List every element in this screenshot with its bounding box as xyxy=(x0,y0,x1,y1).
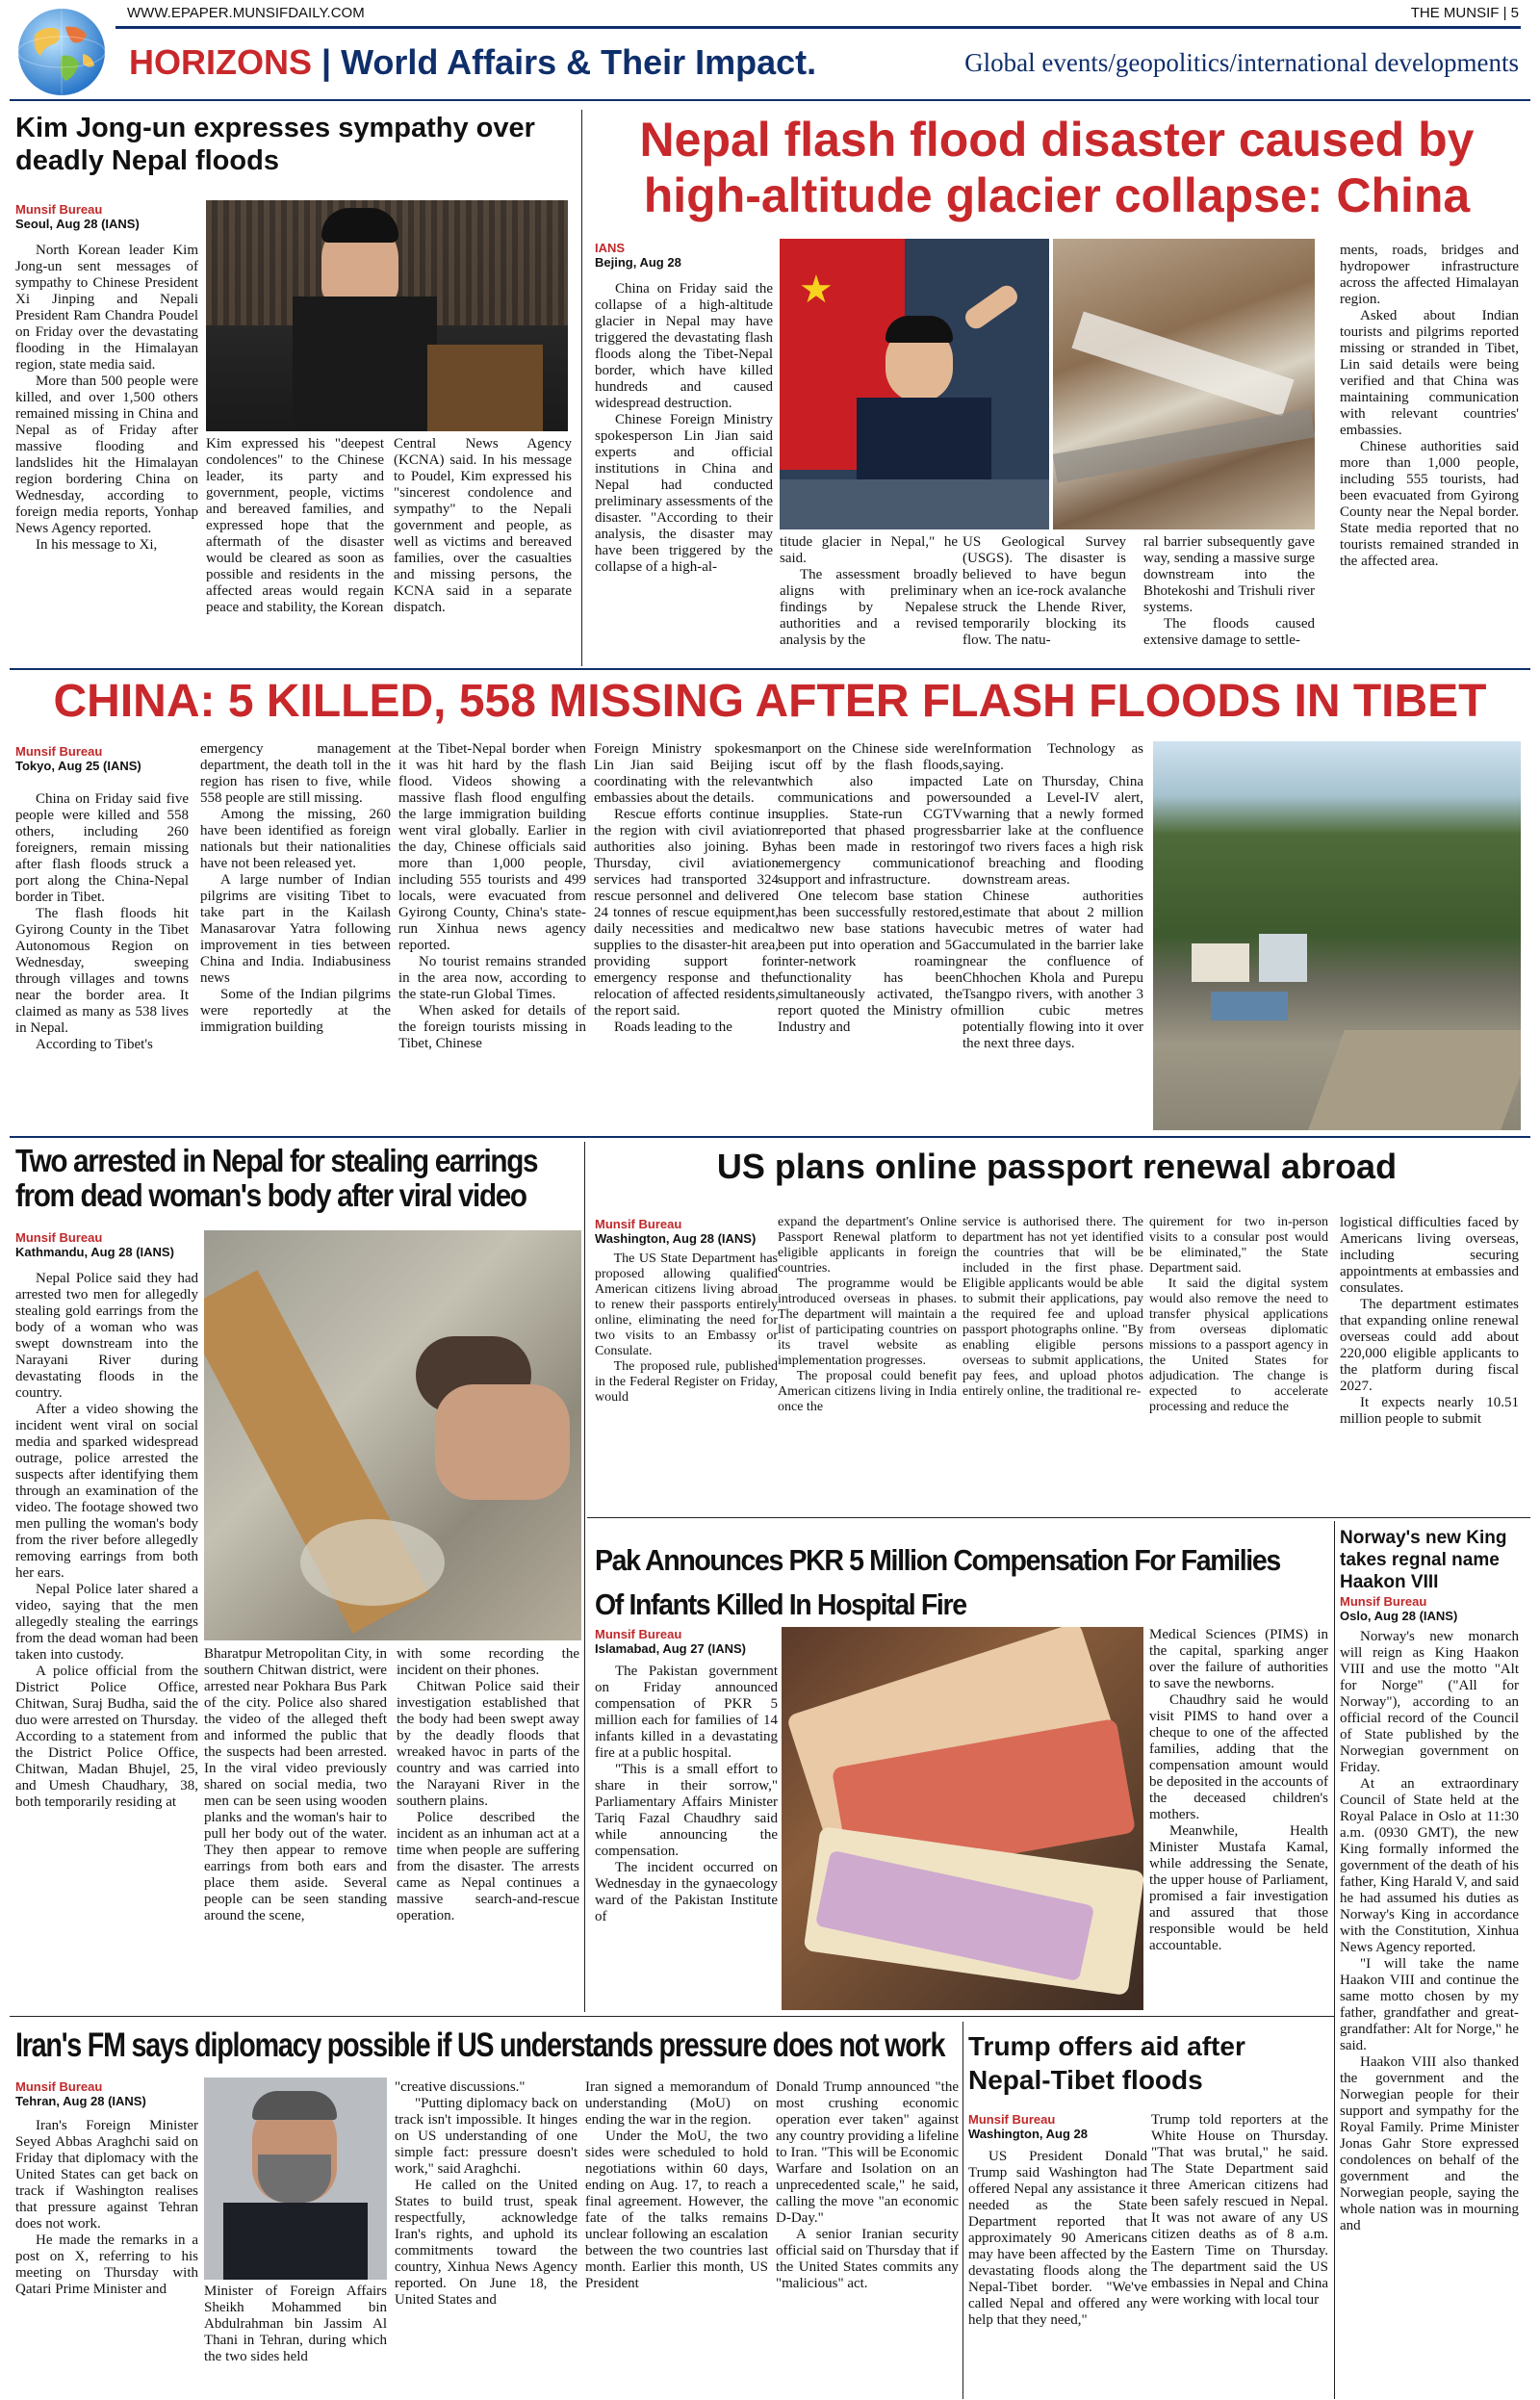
earrings-col-1: Nepal Police said they had arrested two men for allegedly stealing gold earrings from the body of a woman who was swept downstream into the Narayani River during devastating floods in the country. After a video showing the incident went viral on social media and sparked widespread outrage, police arrested the suspects after identifying them through an examination of the video. The footage showed two men pulling the woman's body from the river before allegedly removing earrings from both her ears. Nepal Police later shared a video, saying that the men allegedly stealing the earrings from the dead woman had been taken into custody. A police official from the District Police Office, Chitwan, Suraj Budha, said the duo were arrested on Thursday. According to a statement from the District Police Office, Chitwan, Madan Bhujel, 25, and Umesh Chaudhary, 38, both temporarily residing at xyxy=(15,1271,198,1810)
trump-col-2: Trump told reporters at the White House on Thursday. "That was brutal," he said. The State Department said three American citizens had been safely rescued in Nepal. It was not aware of any US citizen deaths as of 8 a.m. Eastern Time on Thursday. The department said the US embassies in Nepal and China were working with local tour xyxy=(1151,2112,1328,2308)
glacier-col-1: China on Friday said the collapse of a high-altitude glacier in Nepal may have triggered the devastating flash floods along the Tibet-Nepal border, which have killed hundreds and caused widespread destruction. Chinese Foreign Ministry spokesperson Lin Jian said experts and official institutions in China and Nepal had conducted preliminary assessments of the disaster. "According to their analysis, the disaster may have been triggered by the collapse of a high-al- xyxy=(595,281,773,575)
trump-headline: Trump offers aid after Nepal-Tibet floods xyxy=(968,2031,1245,2095)
section-tagline: Global events/geopolitics/international developments xyxy=(964,48,1519,77)
iran-minister-photo xyxy=(204,2077,387,2280)
glacier-col-4: ral barrier subsequently gave way, sending a massive surge downstream into the Bhotekoshi and Trishuli river systems. The floods caused extensive damage to settle- xyxy=(1143,534,1315,648)
kim-col-2: Kim expressed his "deepest condolences" to the Chinese leader, its party and government, people, victims and bereaved families, and expressed hope that the aftermath of the disaster would be cleared as soon as possible and residents in the affected areas would regain peace and stability, the Korean xyxy=(206,436,384,615)
earrings-col-2: Bharatpur Metropolitan City, in southern Chitwan district, were arrested near Pokhara Bus Park of the city. Police also shared the video of the alleged theft and informed the public that the suspects had been arrested. In the viral video previously shared on social media, two men can be seen using wooden planks and the woman's hair to pull her body out of the water. They then appear to remove earrings from both ears and place them aside. Several people can be seen standing around the scene, xyxy=(204,1646,387,1923)
tibet-bureau: Munsif Bureau xyxy=(15,744,103,759)
glacier-headline: Nepal flash flood disaster caused by high-altitude glacier collapse: China xyxy=(639,113,1475,222)
tibet-flood-photo xyxy=(1153,741,1521,1130)
kim-col-1: North Korean leader Kim Jong-un sent messages of sympathy to Chinese President Xi Jinping and Nepali President Ram Chandra Poudel on Friday over the devastating flooding in the Himalayan region, state media said. More than 500 people were killed, and over 1,500 others remained missing in China and Nepal as of Friday after massive flooding and landslides hit the Himalayan region bordering China on Wednesday, according to foreign media reports, Yonhap News Agency reported. In his message to Xi, xyxy=(15,243,198,553)
page-number: THE MUNSIF | 5 xyxy=(1410,5,1519,21)
passport-col-2: expand the department's Online Passport Renewal platform to eligible applicants in foreign countries. The programme would be introduced overseas in phases. The department will maintain a list of participating countries on its travel website as implementation progresses. The proposal could benefit American citizens living in India once the xyxy=(778,1215,957,1414)
passport-headline: US plans online passport renewal abroad xyxy=(716,1147,1398,1186)
divider xyxy=(587,1517,1530,1518)
earrings-dateline: Kathmandu, Aug 28 (IANS) xyxy=(15,1245,174,1259)
trump-col-1: US President Donald Trump said Washington had offered Nepal any assistance it needed as the State Department reported that approximately 90 Americans may have been affected by the devastating floods along the Nepal-Tibet border. "We've called Nepal and offered any help that they need," xyxy=(968,2149,1147,2328)
kim-dateline: Seoul, Aug 28 (IANS) xyxy=(15,217,140,231)
passport-dateline: Washington, Aug 28 (IANS) xyxy=(595,1231,757,1246)
divider xyxy=(1334,1521,1335,2399)
divider xyxy=(962,2022,963,2399)
earrings-headline: Two arrested in Nepal for stealing earrings from dead woman's body after viral video xyxy=(15,1143,538,1213)
masthead-bottom-rule xyxy=(10,99,1530,101)
divider xyxy=(10,2016,1334,2017)
trump-byline xyxy=(968,2112,1149,2141)
kim-photo xyxy=(206,200,568,431)
masthead xyxy=(0,0,1540,101)
earrings-byline xyxy=(15,1230,198,1259)
glacier-byline xyxy=(595,241,773,270)
pak-col-2: Medical Sciences (PIMS) in the capital, sparking anger over the failure of authorities to save the newborns. Chaudhry said he would visit PIMS to hand over a cheque to one of the affected families, adding that the compensation amount would be deposited in the accounts of the deceased children's mothers. Meanwhile, Health Minister Mustafa Kamal, while addressing the Senate, the upper house of Parliament, promised a fair investigation and assured that those responsible would be held accountable. xyxy=(1149,1627,1328,1953)
pak-bureau: Munsif Bureau xyxy=(595,1627,682,1641)
tibet-col-2: emergency management department, the death toll in the region has risen to five, while 558 people are still missing. Among the missing, 260 have been identified as foreign nationals but their nationalities have not been released yet. A large number of Indian pilgrims are visiting Tibet to take part in the Kailash Manasarovar Yatra following improvement in ties between China and India. Indiabusiness news Some of the Indian pilgrims were reportedly at the immigration building xyxy=(200,741,391,1035)
iran-col-1: Iran's Foreign Minister Seyed Abbas Araghchi said on Friday that diplomacy with the United States can get back on track if Washington realises that pressure against Tehran does not work. He made the remarks in a post on X, referring to his meeting on Thursday with Qatari Prime Minister and xyxy=(15,2118,198,2297)
section-name: HORIZONS xyxy=(129,42,313,82)
trump-dateline: Washington, Aug 28 xyxy=(968,2127,1088,2141)
passport-col-3: service is authorised there. The department has not yet identified the countries that will be included in the first phase. Eligible applicants would be able to submit their applications, pay the required fee and upload passport photographs online. "By enabling eligible persons overseas to submit applications, pay fees, and upload photos entirely online, the traditional re- xyxy=(962,1215,1143,1399)
iran-col-5: Donald Trump announced "the most crushing economic operation ever taken" against any country providing a lifeline to Iran. "This will be Economic Warfare and Isolation on an unprecedented scale," he said, calling the move "an economic D-Day." A senior Iranian security official said on Thursday that if the United States commits any "malicious" act. xyxy=(776,2079,959,2291)
passport-byline xyxy=(595,1217,778,1246)
passport-col-5: logistical difficulties faced by Americans living overseas, including securing appointments at embassies and consulates. The department estimates that expanding online renewal overseas could add about 220,000 eligible applicants to the platform during fiscal 2027. It expects nearly 10.51 million people to submit xyxy=(1340,1215,1519,1427)
iran-bureau: Munsif Bureau xyxy=(15,2079,103,2094)
section-title xyxy=(129,42,816,83)
passport-bureau: Munsif Bureau xyxy=(595,1217,682,1231)
norway-dateline: Oslo, Aug 28 (IANS) xyxy=(1340,1609,1458,1623)
iran-byline xyxy=(15,2079,198,2108)
earrings-bureau: Munsif Bureau xyxy=(15,1230,103,1245)
pak-byline xyxy=(595,1627,778,1656)
masthead-rule xyxy=(116,26,1521,29)
kim-byline xyxy=(15,202,198,231)
tibet-headline: CHINA: 5 KILLED, 558 MISSING AFTER FLASH FLOODS IN TIBET xyxy=(53,676,1487,727)
divider xyxy=(581,110,582,666)
divider xyxy=(10,668,1530,670)
norway-col-1: Norway's new monarch will reign as King Haakon VIII and use the motto "Alt for Norge" ("All for Norway"), according to an official record of the Council of State published by the Norwegian government on Friday. At an extraordinary Council of State held at the Royal Palace in Oslo at 11:30 a.m. (0930 GMT), the new King formally informed the government of the death of his father, King Harald V, and said he had assumed his duties as Norway's King in accordance with the Constitution, Xinhua News Agency reported. "I will take the name Haakon VIII and continue the same motto chosen by my father, grandfather and great-grandfather: Alt for Norge," he said. Haakon VIII also thanked the government and the Norwegian people for their support and sympathy for the Royal Family. Prime Minister Jonas Gahr Store expressed condolences on behalf of the government and the Norwegian people, saying the whole nation was in mourning and xyxy=(1340,1629,1519,2233)
trump-bureau: Munsif Bureau xyxy=(968,2112,1056,2127)
glacier-dateline: Bejing, Aug 28 xyxy=(595,255,681,270)
kim-headline: Kim Jong-un expresses sympathy over deadly Nepal floods xyxy=(15,113,535,176)
tibet-col-6: Information Technology as saying. Late on Thursday, China sounded a Level-IV alert, warning that a newly formed barrier lake at the confluence of two rivers faces a high risk of breaching and flooding downstream areas. Chinese authorities estimate that about 2 million cubic metres of water had accumulated in the barrier lake near the confluence of Chhochen Khola and Purepu Tsangpo rivers, with another 3 million cubic metres potentially flowing into it over the next three days. xyxy=(962,741,1143,1051)
glacier-landscape-photo xyxy=(1053,239,1315,529)
iran-col-3: "creative discussions." "Putting diplomacy back on track isn't impossible. It hinges on US understanding of one simple fact: pressure doesn't work," said Araghchi. He called on the United States to build trust, speak respectfully, acknowledge Iran's rights, and uphold its commitments toward the country, Xinhua News Agency reported. On June 18, the United States and xyxy=(395,2079,578,2308)
divider xyxy=(584,1142,585,2012)
section-subtitle: | World Affairs & Their Impact. xyxy=(321,42,817,82)
glacier-col-5: ments, roads, bridges and hydropower infrastructure across the affected Himalayan region. Asked about Indian tourists and pilgrims reported missing or stranded in Tibet, Lin said details were being verified and that China was maintaining communication with relevant countries' embassies. Chinese authorities said more than 1,000 people, including 555 tourists, had been evacuated from Gyirong County near the Nepal border. State media reported that no tourists remained stranded in the affected area. xyxy=(1340,243,1519,569)
iran-headline: Iran's FM says diplomacy possible if US understands pressure does not work xyxy=(15,2026,945,2064)
globe-icon xyxy=(15,6,108,98)
passport-col-1: The US State Department has proposed allowing qualified American citizens living abroad to renew their passports entirely online, eliminating the need for two visits to an Embassy or Consulate. The proposed rule, published in the Federal Register on Friday, would xyxy=(595,1252,778,1405)
pak-currency-photo xyxy=(782,1627,1143,2010)
tibet-col-4: Foreign Ministry spokesman Lin Jian said Beijing is coordinating with the relevant embassies about the details. Rescue efforts continue in the region with civil aviation authorities also joining. By Thursday, civil aviation services had transported 324 rescue personnel and delivered 24 tonnes of rescue equipment, daily necessities and medical supplies to the disaster-hit area, providing support for emergency response and the relocation of affected residents, the report said. Roads leading to the xyxy=(594,741,779,1035)
norway-byline xyxy=(1340,1594,1519,1623)
iran-col-2: Minister of Foreign Affairs Sheikh Mohammed bin Abdulrahman bin Jassim Al Thani in Tehran, during which the two sides held xyxy=(204,2284,387,2364)
passport-col-4: quirement for two in-person visits to a consular post would be eliminated," the State Department said. It said the digital system would also remove the need to transfer physical applications from overseas diplomatic missions to a passport agency in the United States for adjudication. The change is expected to accelerate processing and reduce the xyxy=(1149,1215,1328,1414)
glacier-spokesperson-photo: ★ xyxy=(780,239,1049,529)
norway-bureau: Munsif Bureau xyxy=(1340,1594,1427,1609)
pak-col-1: The Pakistan government on Friday announced compensation of PKR 5 million each for families of 14 infants killed in a devastating fire at a public hospital. "This is a small effort to share in their sorrow," Parliamentary Affairs Minister Tariq Fazal Chaudhry said while announcing the compensation. The incident occurred on Wednesday in the gynaecology ward of the Pakistan Institute of xyxy=(595,1664,778,1924)
tibet-dateline: Tokyo, Aug 25 (IANS) xyxy=(15,759,141,773)
tibet-col-5: port on the Chinese side were cut off by the flash floods, which also impacted communications and power supplies. State-run CGTV reported that phased progress has been made in restoring emergency communication support and infrastructure. One telecom base station has been successfully restored, two new base stations have been put into operation and 5G inter-network roaming functionality has been simultaneously activated, the report quoted the Ministry of Industry and xyxy=(778,741,962,1035)
divider xyxy=(10,1136,1530,1138)
earrings-col-3: with some recording the incident on their phones. Chitwan Police said their investigation established that the body had been swept away by the deadly floods that wreaked havoc in parts of the country and was carried into the Narayani River in the southern plains. Police described the incident as an inhuman act at a time when people are suffering from the disaster. The arrests came as Nepal continues a massive search-and-rescue operation. xyxy=(397,1646,579,1923)
iran-dateline: Tehran, Aug 28 (IANS) xyxy=(15,2094,146,2108)
tibet-col-1: China on Friday said five people were killed and 558 others, including 260 foreigners, remain missing after flash floods struck a port along the China-Nepal border in Tibet. The flash floods hit Gyirong County in the Tibet Autonomous Region on Wednesday, sweeping through villages and towns near the border area. It claimed as many as 538 lives in Nepal. According to Tibet's xyxy=(15,791,189,1052)
glacier-col-2: titude glacier in Nepal," he said. The assessment broadly aligns with preliminary findings by Nepalese authorities and a revised analysis by the xyxy=(780,534,958,648)
pak-headline: Pak Announces PKR 5 Million Compensation For Families Of Infants Killed In Hospital Fire xyxy=(595,1543,1280,1621)
tibet-byline xyxy=(15,744,189,773)
site-url[interactable]: WWW.EPAPER.MUNSIFDAILY.COM xyxy=(127,5,365,21)
tibet-col-3: at the Tibet-Nepal border when it was hit hard by the flash flood. Videos showing a massive flash flood engulfing the large immigration building went viral globally. Earlier in the day, Chinese officials said more than 1,000 people, including 555 tourists and 499 locals, were evacuated from Gyirong County, China's state-run Xinhua news agency reported. No tourist remains stranded in the area now, according to the state-run Global Times. When asked for details of the foreign tourists missing in Tibet, Chinese xyxy=(398,741,586,1051)
kim-bureau: Munsif Bureau xyxy=(15,202,103,217)
glacier-bureau: IANS xyxy=(595,241,626,255)
earrings-photo xyxy=(204,1230,581,1640)
norway-headline: Norway's new King takes regnal name Haakon VIII xyxy=(1340,1528,1507,1592)
kim-col-3: Central News Agency (KCNA) said. In his message to Poudel, Kim expressed his "sincerest condolence and sympathy" to the Nepali government and people, as well as victims and bereaved families, over the casualties and missing persons, the KCNA said in a separate dispatch. xyxy=(394,436,572,615)
pak-dateline: Islamabad, Aug 27 (IANS) xyxy=(595,1641,746,1656)
iran-col-4: Iran signed a memorandum of understanding (MoU) on ending the war in the region. Under the MoU, the two sides were scheduled to hold negotiations within 60 days, ending on Aug. 17, to reach a final agreement. However, the fate of the talks remains unclear following an escalation between the two countries last month. Earlier this month, US President xyxy=(585,2079,768,2291)
glacier-col-3: US Geological Survey (USGS). The disaster is believed to have begun when an ice-rock avalanche struck the Lhende River, temporarily blocking its flow. The natu- xyxy=(962,534,1126,648)
